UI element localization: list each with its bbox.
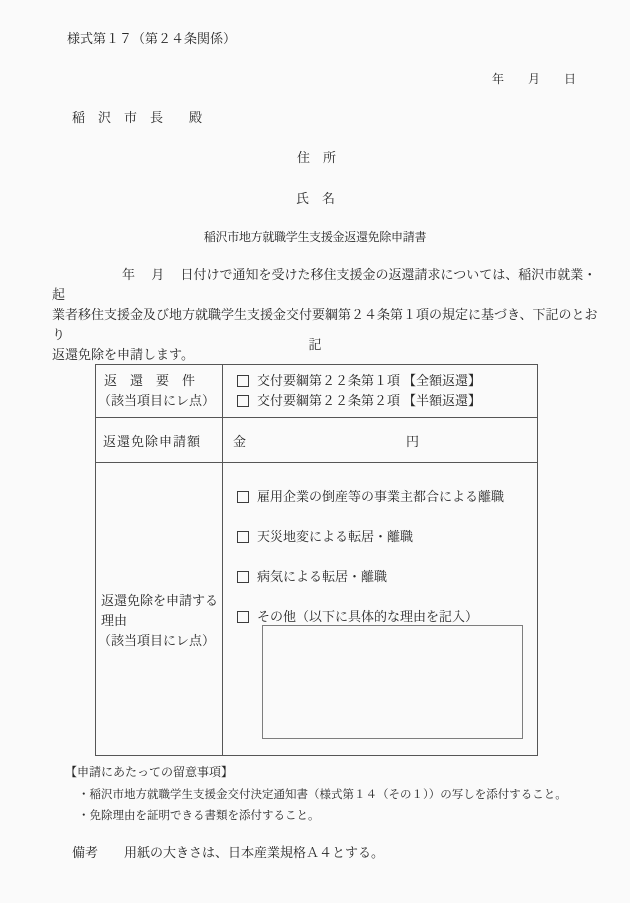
option-text: その他（以下に具体的な理由を記入） (257, 609, 479, 624)
reason-label-line1: 返還免除を申請する (101, 593, 219, 608)
notes-list (78, 785, 567, 826)
checkbox-icon[interactable] (237, 531, 249, 543)
note-item: ・免除理由を証明できる書類を添付すること。 (78, 809, 320, 822)
reason-label-line2: 理由 (101, 613, 128, 628)
requirement-header-cell (96, 365, 223, 417)
reason-free-text-box[interactable] (262, 625, 523, 739)
requirement-options-cell (223, 365, 537, 417)
option-text: 雇用企業の倒産等の事業主都合による離職 (257, 489, 505, 504)
reason-options-cell (223, 463, 537, 755)
table-row-amount (96, 417, 537, 462)
notes-heading: 【申請にあたっての留意事項】 (65, 765, 234, 779)
amount-prefix-label: 金 (233, 433, 247, 449)
name-field-label[interactable]: 氏 名 (296, 191, 336, 206)
table-row-requirement (96, 365, 537, 417)
remarks-line: 備考 用紙の大きさは、日本産業規格Ａ４とする。 (72, 845, 385, 860)
checkbox-icon[interactable] (237, 395, 249, 407)
body-line-1: 年 月 日付けで通知を受けた移住支援金の返還請求については、稲沢市就業・起 (52, 267, 597, 302)
option-tag: 【半額返還】 (403, 393, 482, 408)
reason-option-illness[interactable] (223, 570, 537, 583)
requirement-label: 返 還 要 件 (104, 373, 196, 388)
reason-option-bankruptcy[interactable] (223, 490, 537, 503)
body-line-3: 返還免除を申請します。 (52, 347, 194, 362)
checkbox-icon[interactable] (237, 375, 249, 387)
date-fill-in[interactable]: 年 月 日 (492, 72, 577, 86)
note-item: ・稲沢市地方就職学生支援金交付決定通知書（様式第１４（その１））の写しを添付すること。 (78, 789, 567, 801)
option-text: 天災地変による転居・離職 (257, 529, 414, 544)
option-tag: 【全額返還】 (403, 373, 482, 388)
addressee-label: 稲 沢 市 長 殿 (72, 110, 203, 125)
document-title: 稲沢市地方就職学生支援金返還免除申請書 (203, 230, 427, 244)
ki-separator-label: 記 (308, 337, 322, 352)
reason-option-other[interactable] (223, 610, 537, 623)
body-line-2: 業者移住支援金及び地方就職学生支援金交付要綱第２４条第１項の規定に基づき、下記のとおり (52, 307, 598, 342)
checkbox-icon[interactable] (237, 491, 249, 503)
form-number-label: 様式第１７（第２４条関係） (67, 31, 237, 46)
option-text: 病気による転居・離職 (257, 569, 388, 584)
checkbox-icon[interactable] (237, 571, 249, 583)
table-row-reason (96, 462, 537, 755)
amount-suffix-label: 円 (406, 433, 420, 449)
application-table (95, 364, 538, 756)
amount-label: 返還免除申請額 (103, 433, 202, 449)
reason-option-disaster[interactable] (223, 530, 537, 543)
option-text: 交付要綱第２２条第１項 (257, 373, 401, 388)
amount-header-cell (96, 418, 223, 462)
reason-label-line3: （該当項目にレ点） (98, 633, 216, 648)
amount-entry-cell[interactable] (223, 418, 537, 462)
requirement-option-full[interactable] (223, 371, 537, 391)
address-field-label[interactable]: 住 所 (297, 150, 337, 165)
checkbox-icon[interactable] (237, 611, 249, 623)
option-text: 交付要綱第２２条第２項 (257, 393, 401, 408)
requirement-sublabel: （該当項目にレ点） (98, 393, 216, 408)
reason-header-cell (96, 463, 223, 755)
requirement-option-half[interactable] (223, 391, 537, 411)
